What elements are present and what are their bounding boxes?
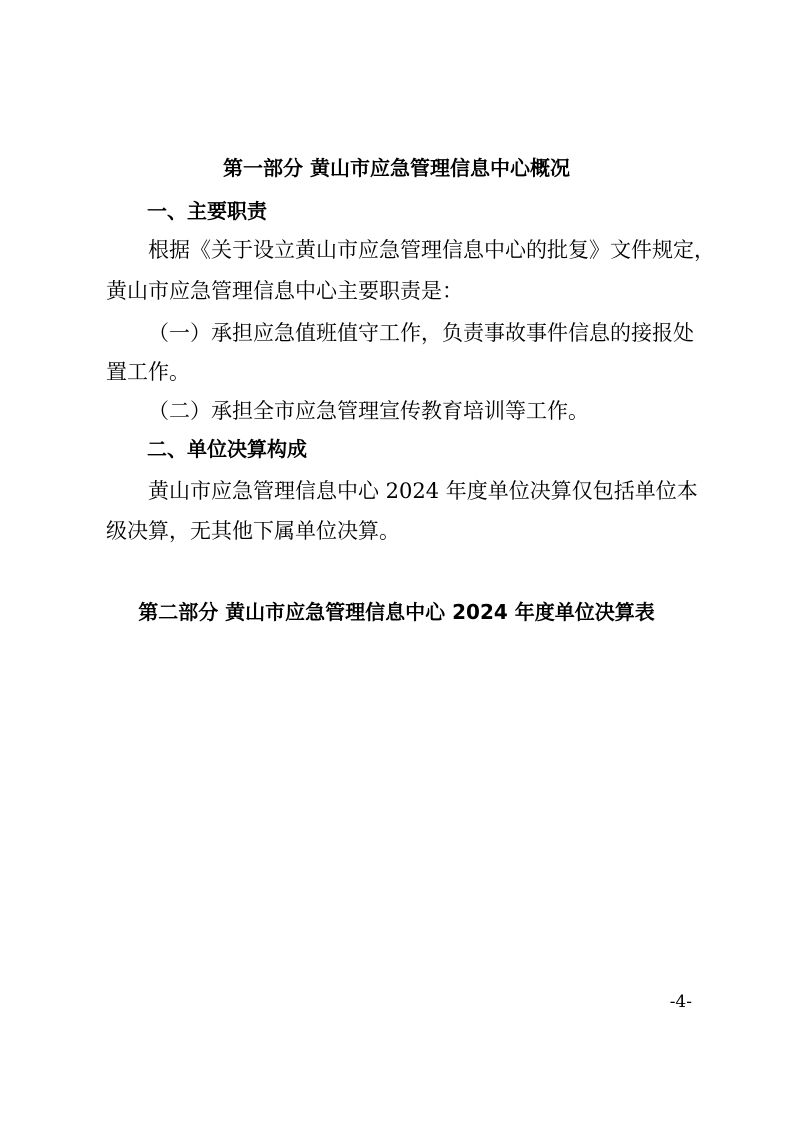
part2-title: 第二部分 黄山市应急管理信息中心 2024 年度单位决算表 bbox=[138, 600, 655, 624]
section1-para1-line2: 黄山市应急管理信息中心主要职责是： bbox=[106, 279, 463, 303]
section1-item1-line1: （一）承担应急值班值守工作，负责事故事件信息的接报处 bbox=[148, 321, 694, 345]
section2-heading: 二、单位决算构成 bbox=[147, 437, 307, 461]
section1-item1-line2: 置工作。 bbox=[106, 360, 190, 384]
section2-para-line2: 级决算，无其他下属单位决算。 bbox=[106, 519, 400, 543]
page-number: -4- bbox=[669, 992, 692, 1012]
section2-para-line1: 黄山市应急管理信息中心 2024 年度单位决算仅包括单位本 bbox=[148, 479, 698, 503]
section1-heading: 一、主要职责 bbox=[147, 199, 267, 223]
part1-title: 第一部分 黄山市应急管理信息中心概况 bbox=[223, 156, 570, 180]
section1-para1-line1: 根据《关于设立黄山市应急管理信息中心的批复》文件规定， bbox=[148, 238, 715, 262]
section1-item2: （二）承担全市应急管理宣传教育培训等工作。 bbox=[148, 399, 589, 423]
